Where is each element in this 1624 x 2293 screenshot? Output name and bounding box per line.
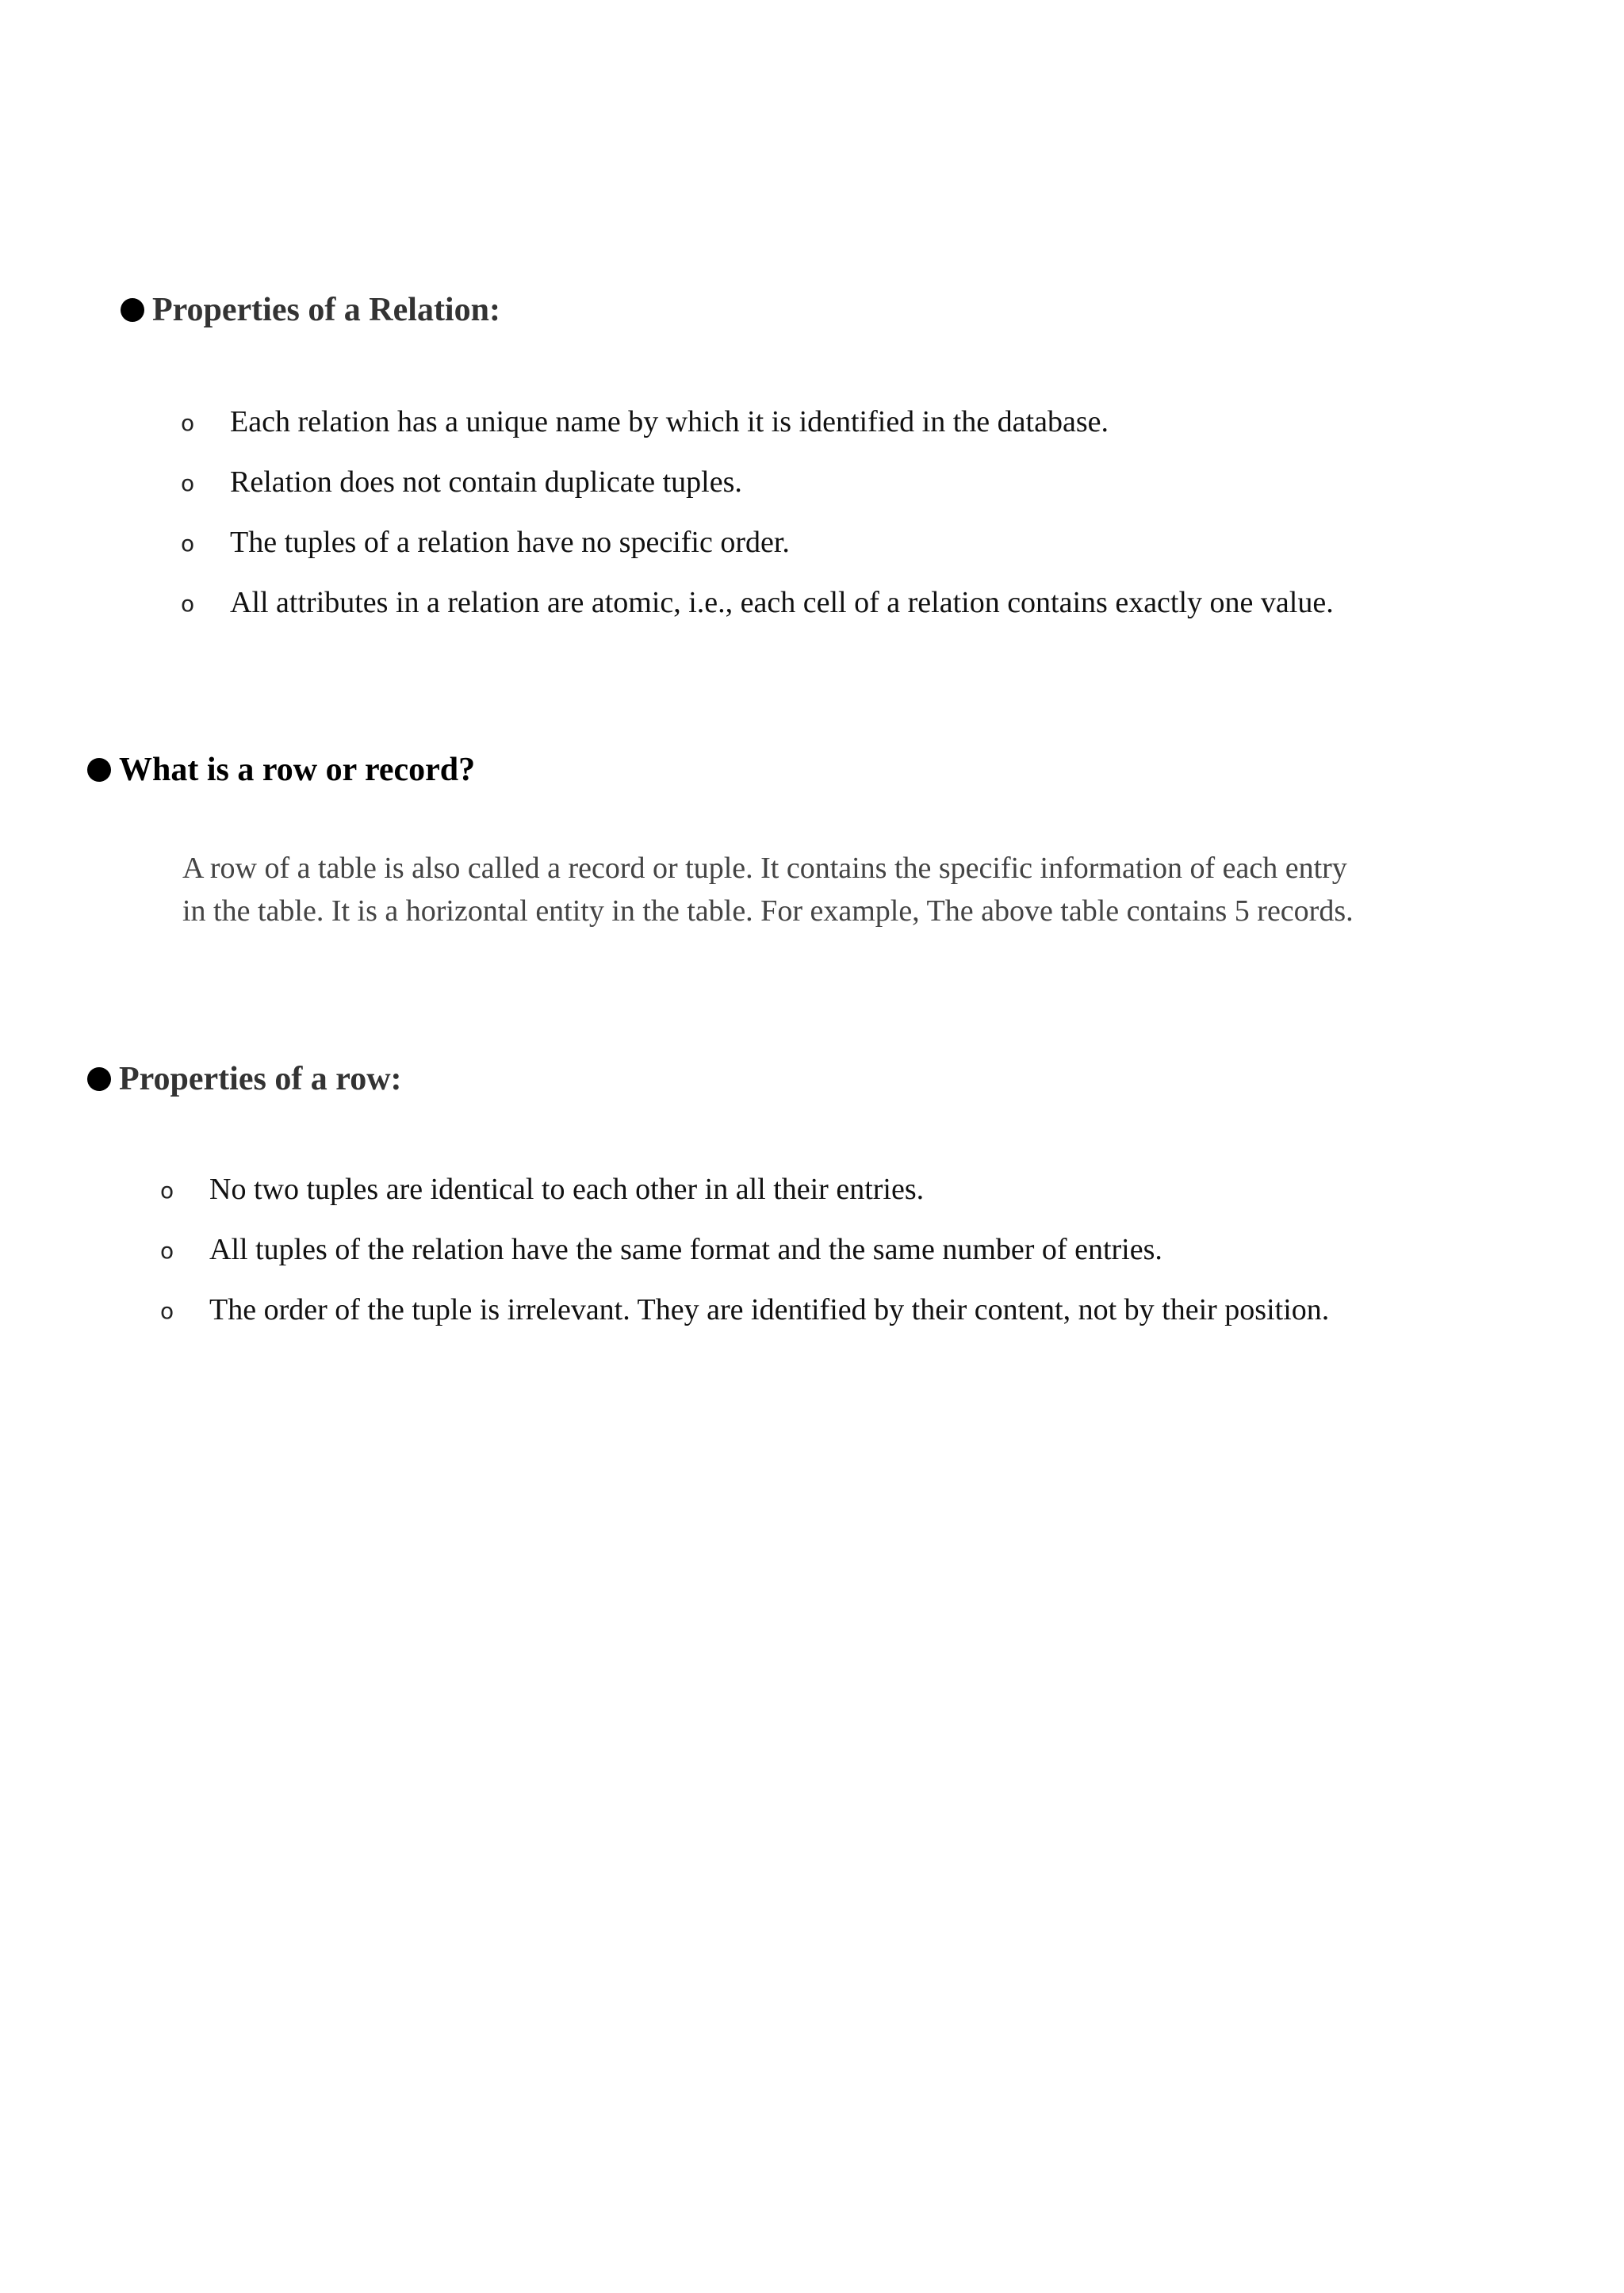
hollow-circle-icon: o [181,530,195,557]
hollow-circle-icon: o [181,470,195,496]
list-item [160,1159,1329,1219]
relation-properties-list [181,392,1334,633]
hollow-circle-icon: o [160,1298,174,1324]
filled-circle-icon [121,298,144,322]
list-item [181,452,1334,512]
list-item-text: No two tuples are identical to each other in all their entries. [209,1173,925,1206]
list-item-text: All tuples of the relation have the same format and the same number of entries. [209,1233,1162,1266]
row-definition-paragraph [182,847,1546,932]
list-item-text: The tuples of a relation have no specific order. [230,526,790,559]
section-heading-text: What is a row or record? [119,752,476,788]
list-item-text: Relation does not contain duplicate tuples. [230,465,742,499]
list-item-text: All attributes in a relation are atomic, i.e., each cell of a relation contains exactly one value. [230,586,1334,619]
hollow-circle-icon: o [160,1177,174,1204]
section-heading-text: Properties of a Relation: [152,292,500,328]
list-item-text: The order of the tuple is irrelevant. They are identified by their content, not by their position. [209,1293,1330,1326]
section-heading-properties-of-row [87,1062,402,1096]
filled-circle-icon [87,758,111,782]
list-item [160,1219,1329,1280]
section-heading-properties-of-relation [121,293,500,327]
paragraph-line: in the table. It is a horizontal entity in the table. For example, The above table contains 5 records. [182,894,1354,928]
section-heading-what-is-row [87,753,475,787]
list-item [181,572,1334,633]
hollow-circle-icon: o [181,591,195,617]
list-item [181,392,1334,452]
hollow-circle-icon: o [181,410,195,436]
row-properties-list [160,1159,1329,1340]
list-item [160,1280,1329,1340]
list-item-text: Each relation has a unique name by which it is identified in the database. [230,405,1109,438]
paragraph-line: A row of a table is also called a record or tuple. It contains the specific information of each entry [182,852,1347,885]
filled-circle-icon [87,1067,111,1091]
hollow-circle-icon: o [160,1238,174,1264]
section-heading-text: Properties of a row: [119,1061,402,1097]
list-item [181,512,1334,572]
